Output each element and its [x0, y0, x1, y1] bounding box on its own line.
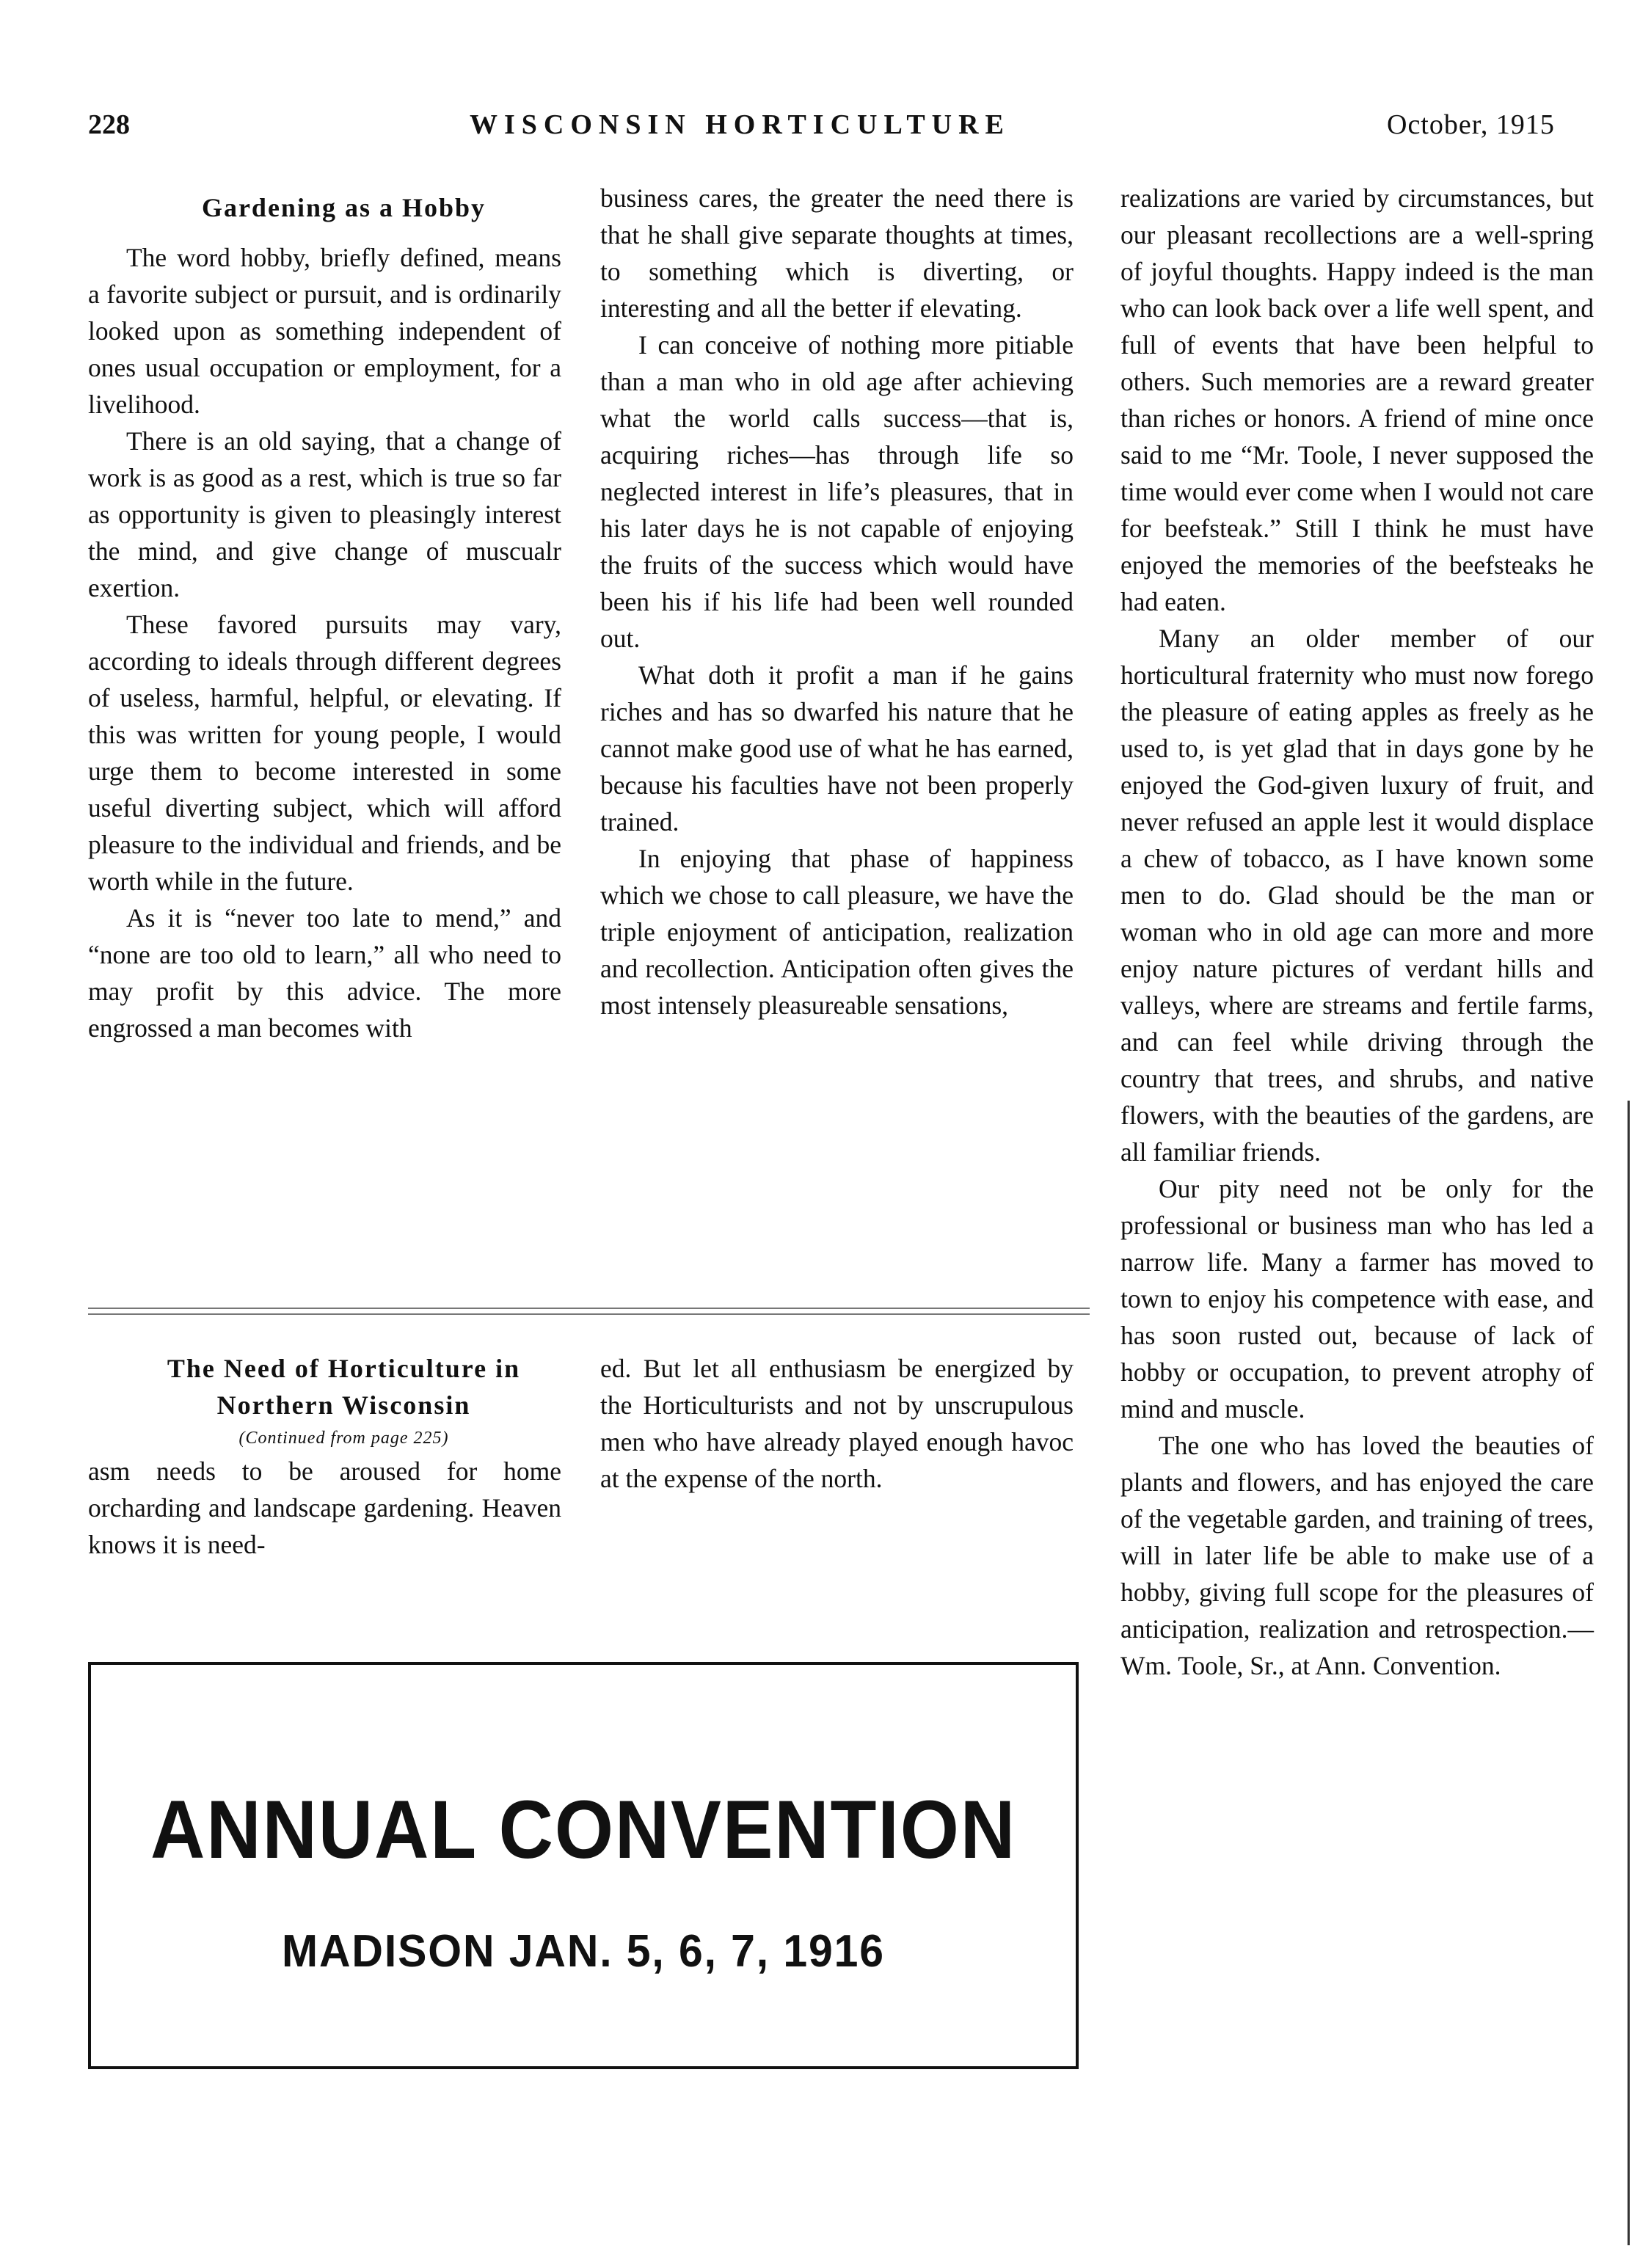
paragraph: What doth it profit a man if he gains riches and has so dwarfed his nature that he cannot make good use of what he has earned, because his faculties have not been properly trained.	[600, 660, 1074, 836]
need-column-1	[88, 1350, 561, 1563]
paragraph: In enjoying that phase of happiness which we chose to call pleasure, we have the triple enjoyment of anticipation, realization and recollection. Anticipation often gives the most intensely pleasureable sensations,	[600, 844, 1074, 1020]
paragraph: Our pity need not be only for the professional or business man who has led a narrow life. Many a farmer has moved to town to enjoy his competence with ease, and has soon rusted out, because of lack of hobby or occupation, to prevent atrophy of mind and muscle.	[1120, 1174, 1594, 1423]
announcement-title: ANNUAL CONVENTION	[150, 1784, 1017, 1875]
paragraph: There is an old saying, that a change of work is as good as a rest, which is true so far as opportunity is given to pleasingly interest the mind, and give change of muscualr exertion.	[88, 426, 561, 602]
journal-title: WISCONSIN HORTICULTURE	[470, 109, 1010, 140]
paragraph: As it is “never too late to mend,” and “none are too old to learn,” all who need to may profit by this advice. The more engrossed a man becomes with	[88, 903, 561, 1043]
paragraph: asm needs to be aroused for home orcharding and landscape gardening. Heaven knows it is need-	[88, 1456, 561, 1559]
hobby-column-2	[600, 180, 1074, 1024]
need-column-2	[600, 1350, 1074, 1497]
issue-date: October, 1915	[1387, 109, 1555, 140]
announcement-subtitle: MADISON JAN. 5, 6, 7, 1916	[282, 1926, 885, 1977]
continued-note: (Continued from page 225)	[238, 1429, 449, 1448]
column-rule	[1628, 1101, 1630, 2245]
paragraph: The word hobby, briefly defined, means a favorite subject or pursuit, and is ordinarily looked upon as something independent of ones usual occupation or employment, for a livelihood.	[88, 243, 561, 419]
article-heading: Gardening as a Hobby	[201, 193, 486, 222]
paragraph: Many an older member of our horticultural fraternity who must now forego the pleasure of eating apples as freely as he used to, is yet glad that in days gone by he enjoyed the God-given luxury of fruit, and never refused an apple lest it would displace a chew of tobacco, as I have known some men to do. Glad should be the man or woman who in old age can more and more enjoy nature pictures of verdant hills and valleys, where are streams and fertile farms, and can feel while driving through the country that trees, and shrubs, and native flowers, with the beauties of the gardens, are all familiar friends.	[1120, 624, 1594, 1167]
hobby-column-3	[1120, 180, 1594, 1684]
article-heading: Northern Wisconsin	[216, 1390, 471, 1420]
paragraph: realizations are varied by circumstances, but our pleasant recollections are a well-spring of joyful thoughts. Happy indeed is the man who can look back over a life well spent, and full of events that have been helpful to others. Such memories are a reward greater than riches or honors. A friend of mine once said to me “Mr. Toole, I never supposed the time would ever come when I would not care for beefsteak.” Still I think he must have enjoyed the memories of the beefsteaks he had eaten.	[1120, 183, 1594, 616]
announcement-box	[88, 1662, 1079, 2069]
paragraph: These favored pursuits may vary, according to ideals through different degrees of useless, harmful, helpful, or elevating. If this was written for young people, I would urge them to become interested in some useful diverting subject, which will afford pleasure to the individual and friends, and be worth while in the future.	[88, 610, 561, 896]
paragraph: The one who has loved the beauties of plants and flowers, and has enjoyed the care of the vegetable garden, and training of trees, will in later life be able to make use of a hobby, giving full scope for the pleasures of anticipation, realization and retrospection.—Wm. Toole, Sr., at Ann. Convention.	[1120, 1431, 1594, 1680]
hobby-column-1	[88, 189, 561, 1046]
paragraph: ed. But let all enthusiasm be energized by the Horticulturists and not by unscrupulous men who have already played enough havoc at the expense of the north.	[600, 1354, 1074, 1493]
section-divider	[88, 1313, 1090, 1315]
paragraph: business cares, the greater the need there is that he shall give separate thoughts at times, to something which is diverting, or interesting and all the better if elevating.	[600, 183, 1074, 323]
section-divider	[88, 1308, 1090, 1309]
article-heading: The Need of Horticulture in	[167, 1354, 521, 1383]
paragraph: I can conceive of nothing more pitiable than a man who in old age after achieving what the world calls success—that is, acquiring riches—has through life so neglected interest in life’s pleasures, that in his later days he is not capable of enjoying the fruits of the success which would have been his if his life had been well rounded out.	[600, 330, 1074, 653]
page-number: 228	[88, 109, 130, 140]
